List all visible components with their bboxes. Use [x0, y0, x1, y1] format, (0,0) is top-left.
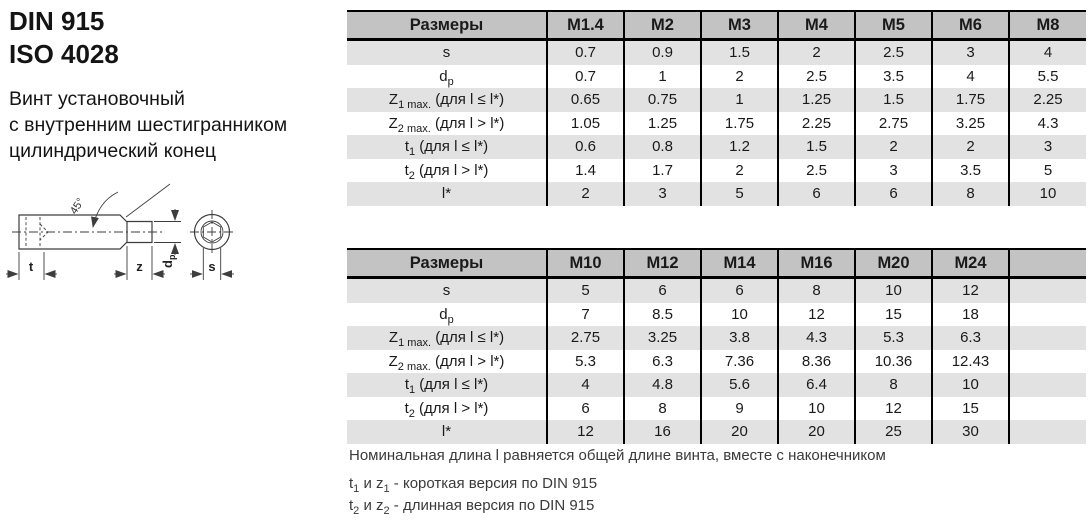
t-label: t [28, 259, 34, 274]
row-label: $Z_{2 max.}$ (для l > l*) [388, 352, 505, 373]
table-row [347, 182, 1086, 206]
dimension-z [114, 246, 165, 280]
table-cell: 15 [855, 303, 932, 327]
table-cell: 2 [547, 182, 624, 206]
table-cell: 10 [855, 278, 932, 303]
table-cell: 3 [624, 182, 701, 206]
table-cell: 10.36 [855, 350, 932, 374]
table-cell: 2.25 [1009, 88, 1086, 112]
table-row [347, 303, 1086, 327]
thread-size-header: M4 [778, 11, 855, 40]
table-cell: 5 [701, 182, 778, 206]
table-cell: 6 [624, 278, 701, 303]
description-line: Винт установочный [9, 88, 185, 110]
thread-size-header: M14 [701, 249, 778, 278]
table-cell: 9 [701, 397, 778, 421]
table-cell: 2 [932, 135, 1009, 159]
table-cell: 4 [1009, 40, 1086, 65]
table-cell: 4 [932, 65, 1009, 89]
sizes-column-header: Размеры [347, 11, 547, 40]
table-cell: 0.7 [547, 40, 624, 65]
table-cell: 7.36 [701, 350, 778, 374]
table-cell: 1.25 [624, 112, 701, 136]
table-row [347, 420, 1086, 444]
table-cell: 4.3 [778, 326, 855, 350]
set-screw-end-view [190, 210, 234, 254]
table-row [347, 112, 1086, 136]
table-cell: 12 [547, 420, 624, 444]
table-cell: 10 [701, 303, 778, 327]
standard-iso: ISO 4028 [9, 39, 119, 69]
thread-size-header: M12 [624, 249, 701, 278]
table-cell: 6.3 [932, 326, 1009, 350]
table-cell: 6 [778, 182, 855, 206]
table-cell: 2.5 [855, 40, 932, 65]
thread-size-header: M24 [932, 249, 1009, 278]
row-label: s [442, 44, 451, 62]
row-label: $t_1$ (для l ≤ l*) [404, 376, 489, 397]
thread-size-header [1009, 249, 1086, 278]
table-cell: 0.9 [624, 40, 701, 65]
dp-label: $d_p$ [160, 254, 177, 268]
table-cell [1009, 373, 1086, 397]
table-cell: 6 [701, 278, 778, 303]
table-cell [1009, 278, 1086, 303]
table-cell: 2.5 [778, 159, 855, 183]
dimensions-table-small-sizes [347, 10, 1086, 206]
table-cell: 0.7 [547, 65, 624, 89]
row-label: l* [441, 423, 452, 441]
product-description [9, 86, 287, 164]
thread-size-header: M20 [855, 249, 932, 278]
table-cell: 8 [932, 182, 1009, 206]
table-cell: 2.75 [547, 326, 624, 350]
table-cell: 7 [547, 303, 624, 327]
thread-size-header: M3 [701, 11, 778, 40]
thread-size-header: M10 [547, 249, 624, 278]
table-cell: 10 [778, 397, 855, 421]
row-label: s [442, 282, 451, 300]
table-cell: 15 [932, 397, 1009, 421]
set-screw-diagram [0, 183, 270, 298]
table-cell: 1.5 [701, 40, 778, 65]
table-cell [1009, 350, 1086, 374]
table-cell: 3.25 [932, 112, 1009, 136]
description-line: цилиндрический конец [9, 140, 217, 162]
row-label: $t_2$ (для l > l*) [404, 399, 489, 420]
thread-size-header: M2 [624, 11, 701, 40]
table-cell: 3.5 [855, 65, 932, 89]
row-label: $Z_{2 max.}$ (для l > l*) [388, 114, 505, 135]
sizes-column-header: Размеры [347, 249, 547, 278]
table-row [347, 88, 1086, 112]
table-cell: 1.75 [701, 112, 778, 136]
table-cell: 0.8 [624, 135, 701, 159]
table-cell: 2.75 [855, 112, 932, 136]
z-label: z [136, 259, 143, 274]
table-row [347, 135, 1086, 159]
table-row [347, 278, 1086, 303]
table-cell: 1.5 [855, 88, 932, 112]
footnote-nominal-length: Номинальная длина l равняется общей длине винта, вместе с наконечником [349, 447, 886, 464]
row-label: l* [441, 185, 452, 203]
table-cell: 8 [778, 278, 855, 303]
table-row [347, 159, 1086, 183]
table-cell: 1.2 [701, 135, 778, 159]
table-row [347, 373, 1086, 397]
table-cell: 20 [701, 420, 778, 444]
table-cell: 2 [778, 40, 855, 65]
row-label: $d_p$ [439, 67, 454, 88]
table-cell: 6.4 [778, 373, 855, 397]
table-row [347, 40, 1086, 65]
row-label: $d_p$ [439, 305, 454, 326]
table-cell: 6 [547, 397, 624, 421]
table-cell: 4 [547, 373, 624, 397]
table-row [347, 397, 1086, 421]
row-label: $Z_{1 max.}$ (для l ≤ l*) [388, 91, 505, 112]
table-cell: 18 [932, 303, 1009, 327]
table-cell: 5.5 [1009, 65, 1086, 89]
table-cell: 12 [932, 278, 1009, 303]
table-cell: 0.65 [547, 88, 624, 112]
footnote-short-version: $t_1$ и $z_1$ - короткая версия по DIN 915 [349, 475, 598, 495]
technical-drawing [0, 183, 270, 298]
table-cell [1009, 303, 1086, 327]
table-cell: 6 [855, 182, 932, 206]
table-cell: 30 [932, 420, 1009, 444]
thread-size-header: M6 [932, 11, 1009, 40]
table-cell: 5.6 [701, 373, 778, 397]
table-row [347, 65, 1086, 89]
title-block [9, 5, 344, 71]
footnote-long-version: $t_2$ и $z_2$ - длинная версия по DIN 915 [349, 497, 595, 517]
description-line: с внутренним шестигранником [9, 114, 288, 136]
table-cell: 2 [701, 159, 778, 183]
table-cell: 0.75 [624, 88, 701, 112]
table-cell: 8.36 [778, 350, 855, 374]
table-cell: 1.25 [778, 88, 855, 112]
s-label: s [208, 259, 216, 274]
row-label: $t_1$ (для l ≤ l*) [404, 138, 489, 159]
table-cell: 10 [932, 373, 1009, 397]
table-cell: 3 [855, 159, 932, 183]
table-cell: 2 [855, 135, 932, 159]
table-cell: 5.3 [855, 326, 932, 350]
table-cell: 3.8 [701, 326, 778, 350]
table-cell: 1.5 [778, 135, 855, 159]
table-cell: 5.3 [547, 350, 624, 374]
table-cell: 8 [624, 397, 701, 421]
table-cell: 5 [1009, 159, 1086, 183]
table-cell: 5 [547, 278, 624, 303]
table-cell: 12 [855, 397, 932, 421]
table-cell: 1.75 [932, 88, 1009, 112]
table-cell: 8.5 [624, 303, 701, 327]
table-cell: 1.05 [547, 112, 624, 136]
table-header-row [347, 11, 1086, 40]
table-cell: 6.3 [624, 350, 701, 374]
table-cell: 3 [1009, 135, 1086, 159]
dimension-dp [154, 209, 181, 268]
table-cell: 4.3 [1009, 112, 1086, 136]
table-header-row [347, 249, 1086, 278]
thread-size-header: M1.4 [547, 11, 624, 40]
table-cell: 3.5 [932, 159, 1009, 183]
table-cell: 2.5 [778, 65, 855, 89]
table-row [347, 326, 1086, 350]
table-cell [1009, 420, 1086, 444]
row-label: $Z_{1 max.}$ (для l ≤ l*) [388, 329, 505, 350]
table-cell: 1 [701, 88, 778, 112]
table-cell [1009, 326, 1086, 350]
table-cell: 1.7 [624, 159, 701, 183]
table-cell [1009, 397, 1086, 421]
row-label: $t_2$ (для l > l*) [404, 161, 489, 182]
set-screw-side-view [12, 215, 162, 249]
table-cell: 10 [1009, 182, 1086, 206]
thread-size-header: M5 [855, 11, 932, 40]
table-cell: 20 [778, 420, 855, 444]
table-cell: 4.8 [624, 373, 701, 397]
table-cell: 1.4 [547, 159, 624, 183]
dimensions-table-large-sizes [347, 248, 1086, 444]
thread-size-header: M8 [1009, 11, 1086, 40]
table-cell: 25 [855, 420, 932, 444]
table-cell: 0.6 [547, 135, 624, 159]
table-cell: 1 [624, 65, 701, 89]
table-cell: 3 [932, 40, 1009, 65]
table-cell: 3.25 [624, 326, 701, 350]
table-cell: 8 [855, 373, 932, 397]
table-cell: 16 [624, 420, 701, 444]
standard-din: DIN 915 [9, 6, 105, 36]
dimension-t [6, 252, 57, 280]
thread-size-header: M16 [778, 249, 855, 278]
table-cell: 2 [701, 65, 778, 89]
table-row [347, 350, 1086, 374]
table-cell: 12 [778, 303, 855, 327]
chamfer-angle-callout [68, 184, 170, 227]
table-cell: 12.43 [932, 350, 1009, 374]
angle-label: 45° [67, 196, 87, 217]
table-cell: 2.25 [778, 112, 855, 136]
